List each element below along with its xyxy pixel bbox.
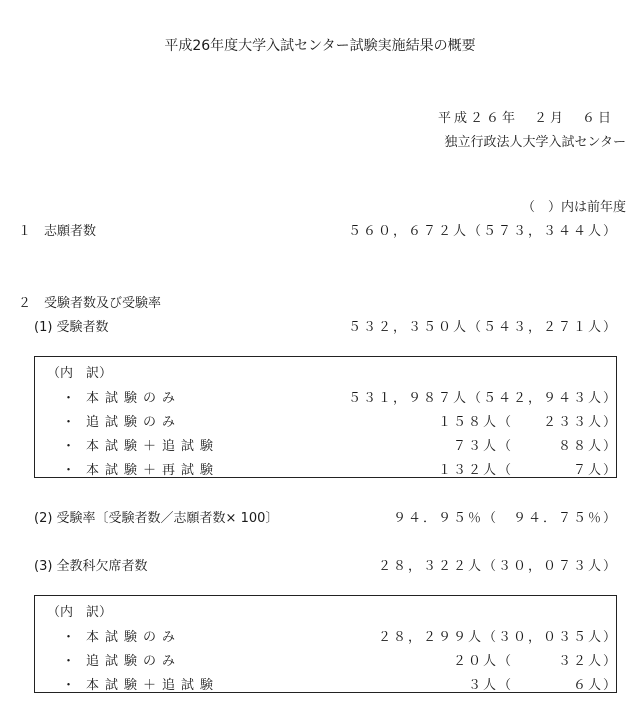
applicants-label: １ 志願者数 [18, 224, 97, 239]
organization-name: 独立行政法人大学入試センター [444, 135, 626, 150]
breakdown-row-value: １３２人（ ７人） [437, 463, 618, 478]
bullet: ・ [62, 439, 76, 454]
bullet: ・ [62, 630, 76, 645]
breakdown-row-value: ３人（ ６人） [467, 678, 618, 693]
bullet: ・ [62, 463, 76, 478]
document-date: 平成２６年 ２月 ６日 [437, 111, 614, 126]
document-title: 平成26年度大学入試センター試験実施結果の概要 [164, 38, 476, 54]
applicants-value: ５６０，６７２人（５７３，３４４人） [347, 224, 618, 239]
examinees-label: (1) 受験者数 [34, 320, 109, 335]
previous-year-note: （ ）内は前年度 [521, 200, 626, 215]
exam-rate-label: (2) 受験率〔受験者数／志願者数× 100〕 [34, 511, 279, 526]
bullet: ・ [62, 654, 76, 669]
breakdown-row-value: １５８人（ ２３３人） [437, 415, 618, 430]
examinees-section-heading: ２ 受験者数及び受験率 [18, 296, 162, 311]
breakdown-row-value: ２８，２９９人（３０，０３５人） [377, 630, 618, 645]
breakdown-row-label: 追試験のみ [86, 415, 182, 430]
breakdown-header: （内 訳） [47, 366, 113, 381]
exam-rate-value: ９４．９５％（ ９４．７５％） [392, 511, 618, 526]
breakdown-row-label: 追試験のみ [86, 654, 182, 669]
bullet: ・ [62, 678, 76, 693]
breakdown-row-label: 本試験＋追試験 [86, 678, 220, 693]
absentees-label: (3) 全教科欠席者数 [34, 559, 148, 574]
breakdown-row-label: 本試験＋再試験 [86, 463, 220, 478]
absentees-value: ２８，３２２人（３０，０７３人） [377, 559, 618, 574]
breakdown-row-value: ７３人（ ８８人） [452, 439, 618, 454]
bullet: ・ [62, 391, 76, 406]
breakdown-row-label: 本試験のみ [86, 630, 182, 645]
breakdown-row-value: ５３１，９８７人（５４２，９４３人） [347, 391, 618, 406]
examinees-value: ５３２，３５０人（５４３，２７１人） [347, 320, 618, 335]
breakdown-header: （内 訳） [47, 605, 113, 620]
breakdown-row-label: 本試験＋追試験 [86, 439, 220, 454]
breakdown-row-label: 本試験のみ [86, 391, 182, 406]
bullet: ・ [62, 415, 76, 430]
breakdown-row-value: ２０人（ ３２人） [452, 654, 618, 669]
